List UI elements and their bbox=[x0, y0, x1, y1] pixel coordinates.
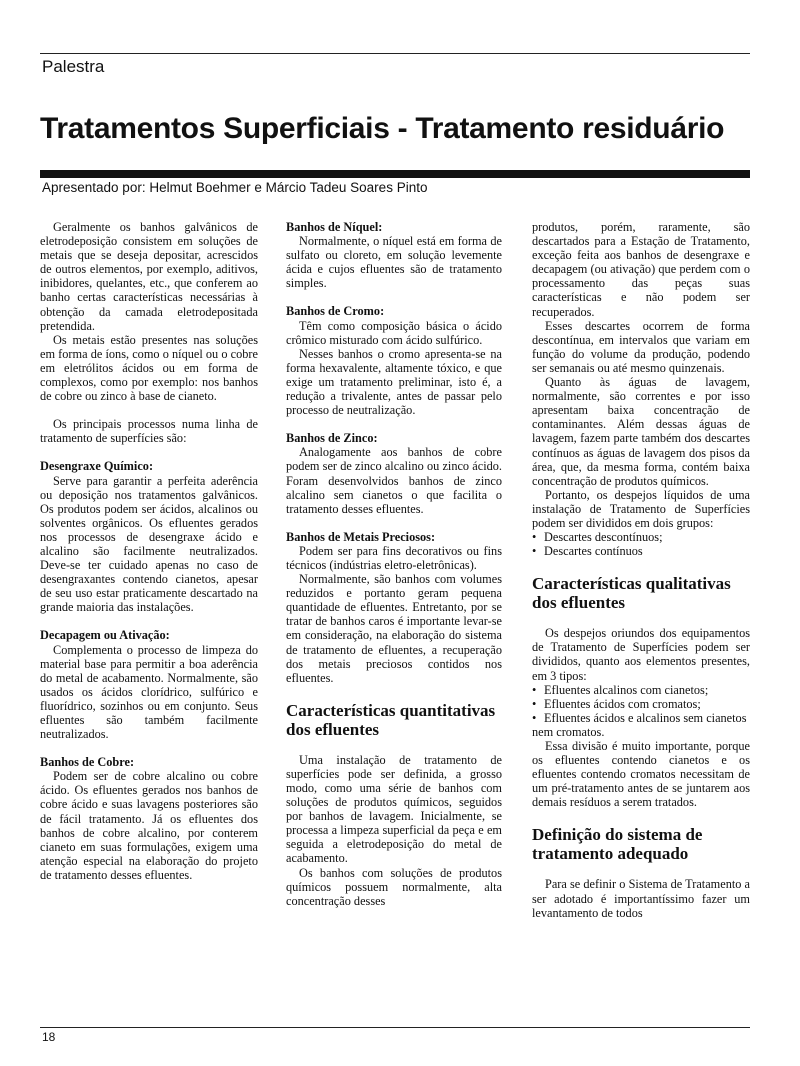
paragraph: Serve para garantir a perfeita aderência ou deposição nos tratamentos galvânicos. Os produtos podem ser ácidos, alcalinos ou solventes orgânicos. Os efluentes gerados nos processos de desengraxe ácido e alcalino são facilmente neutralizados. Deve-se ter cuidado apenas no caso de desengraxantes contendo cianetos, apesar de seu uso estar praticamente descartado na grande maioria das instalações. bbox=[40, 473, 258, 615]
list-efluentes bbox=[532, 683, 750, 739]
paragraph: Nesses banhos o cromo apresenta-se na forma hexavalente, altamente tóxico, e que exige um tratamento preliminar, isto é, a redução a trivalente, antes de passar pelo processo de neutralização. bbox=[286, 346, 502, 418]
section-heading-quantitativas: Características quantitativas dos efluentes bbox=[286, 700, 496, 739]
paragraph: Quanto às águas de lavagem, normalmente, são correntes e por isso apresentam baixa concentração de contaminantes. Além dessas águas de lavagem, fazem parte também dos descartes contínuos as águas de lavagem dos pisos da área, que, da mesma forma, contém baixa concentração de produtos químicos. bbox=[532, 375, 750, 488]
subheading-niquel: Banhos de Níquel: bbox=[286, 220, 383, 234]
paragraph: Geralmente os banhos galvânicos de eletrodeposição consistem em soluções de metais que se deseja depositar, acrescidos de outros elementos, por exemplo, aditivos, inibidores, quelantes, etc., que conferem ao banho certas características necessárias à obtenção da camada eletrodepositada pretendida. bbox=[40, 220, 258, 333]
title-underline-bar bbox=[40, 170, 750, 178]
column-3 bbox=[532, 220, 750, 920]
paragraph: Os banhos com soluções de produtos químicos possuem normalmente, alta concentração desses bbox=[286, 865, 502, 908]
list-item: • Descartes contínuos bbox=[532, 544, 643, 559]
page-number: 18 bbox=[42, 1030, 56, 1044]
paragraph: Complementa o processo de limpeza do material base para permitir a boa aderência do metal de acabamento. Normalmente, são usados os ácidos clorídrico, sulfúrico e fluorídrico, sozinhos ou em conjunto. Seus efluentes são também facilmente neutralizados. bbox=[40, 642, 258, 742]
paragraph: Essa divisão é muito importante, porque os efluentes contendo cianetos e os efluentes contendo cromatos necessitam de um pré-tratamento antes de se juntarem aos demais resíduos a serem tratados. bbox=[532, 739, 750, 810]
article-title: Tratamentos Superficiais - Tratamento residuário bbox=[40, 112, 725, 145]
paragraph: Têm como composição básica o ácido crômico misturado com ácido sulfúrico. bbox=[286, 318, 502, 347]
subheading-desengraxe: Desengraxe Químico: bbox=[40, 459, 154, 474]
section-label: Palestra bbox=[42, 57, 105, 76]
paragraph: Normalmente, são banhos com volumes reduzidos e portanto geram pequena quantidade de efluentes. Entretanto, por se tratar de banhos caros é importante levar-se em consideração, na elaboração do sistema de tratamento de efluentes, a recuperação dos metais preciosos contidos nos efluentes. bbox=[286, 572, 502, 685]
paragraph: Analogamente aos banhos de cobre podem ser de zinco alcalino ou zinco ácido. Foram desenvolvidos banhos de zinco alcalino sem cianetos o que facilita o tratamento desses efluentes. bbox=[286, 445, 502, 516]
bullet-icon: • bbox=[532, 544, 537, 559]
subheading-decapagem: Decapagem ou Ativação: bbox=[40, 628, 170, 643]
subheading-cromo: Banhos de Cromo: bbox=[286, 304, 385, 319]
article-byline: Apresentado por: Helmut Boehmer e Márcio Tadeu Soares Pinto bbox=[42, 180, 428, 195]
paragraph: Os principais processos numa linha de tratamento de superfícies são: bbox=[40, 417, 258, 446]
subheading-zinco: Banhos de Zinco: bbox=[286, 431, 378, 446]
subheading-cobre: Banhos de Cobre: bbox=[40, 755, 135, 770]
bullet-icon: • bbox=[532, 696, 537, 711]
paragraph: Uma instalação de tratamento de superfícies pode ser definida, a grosso modo, como uma série de banhos com soluções de produtos químicos, seguidos por banhos de lavagem. Inicialmente, se processa a limpeza superficial da peça e em seguida a eletrodeposição do metal de acabamento. bbox=[286, 752, 502, 866]
column-1 bbox=[40, 220, 258, 882]
paragraph: Podem ser de cobre alcalino ou cobre ácido. Os efluentes gerados nos banhos de cobre ácido e suas lavagens posteriores são de fácil tratamento. Já os efluentes dos banhos de cobre alcalino, por conterem cianeto em suas formulações, exigem uma atenção especial na elaboração do projeto de tratamento desses efluentes. bbox=[40, 769, 258, 882]
section-heading-definicao: Definição do sistema de tratamento adequado bbox=[532, 825, 703, 864]
column-2 bbox=[286, 220, 502, 908]
list-item: • Efluentes ácidos e alcalinos sem cianetos nem cromatos. bbox=[532, 710, 747, 739]
paragraph: Podem ser para fins decorativos ou fins técnicos (indústrias eletro-eletrônicas). bbox=[286, 543, 502, 572]
list-item: • Efluentes ácidos com cromatos; bbox=[532, 696, 701, 711]
list-item: • Descartes descontínuos; bbox=[532, 530, 663, 545]
list-descartes bbox=[532, 530, 750, 558]
header-rule bbox=[40, 53, 750, 54]
bullet-icon: • bbox=[532, 530, 537, 545]
bullet-icon: • bbox=[532, 710, 537, 725]
bullet-icon: • bbox=[532, 682, 537, 697]
paragraph: Portanto, os despejos líquidos de uma instalação de Tratamento de Superfícies podem ser divididos em dois grupos: bbox=[532, 487, 750, 530]
list-item: • Efluentes alcalinos com cianetos; bbox=[532, 682, 709, 697]
paragraph: Para se definir o Sistema de Tratamento a ser adotado é importantíssimo fazer um levantamento de todos bbox=[532, 877, 750, 920]
paragraph: produtos, porém, raramente, são descartados para a Estação de Tratamento, exceção feita aos banhos de desengraxe e decapagem (ou ativação) que perdem com o processamento das peças suas características e não podem ser recuperados. bbox=[532, 220, 750, 319]
paragraph: Esses descartes ocorrem de forma descontínua, em intervalos que variam em função do volume da produção, podendo ser semanais ou até mesmo quinzenais. bbox=[532, 318, 750, 375]
section-heading-qualitativas: Características qualitativas dos efluentes bbox=[532, 574, 731, 613]
paragraph: Normalmente, o níquel está em forma de sulfato ou cloreto, em solução levemente ácida e cujos efluentes são de tratamento simples. bbox=[286, 234, 502, 291]
paragraph: Os metais estão presentes nas soluções em forma de íons, como o níquel ou o cobre em eletrólitos ácidos ou em forma de complexos, como por exemplo: nos banhos de cobre ou zinco à base de cianeto. bbox=[40, 332, 258, 404]
footer-rule bbox=[40, 1027, 750, 1028]
paragraph: Os despejos oriundos dos equipamentos de Tratamento de Superfícies podem ser divididos, quanto aos elementos presentes, em 3 tipos: bbox=[532, 626, 750, 683]
subheading-metais-preciosos: Banhos de Metais Preciosos: bbox=[286, 529, 436, 544]
